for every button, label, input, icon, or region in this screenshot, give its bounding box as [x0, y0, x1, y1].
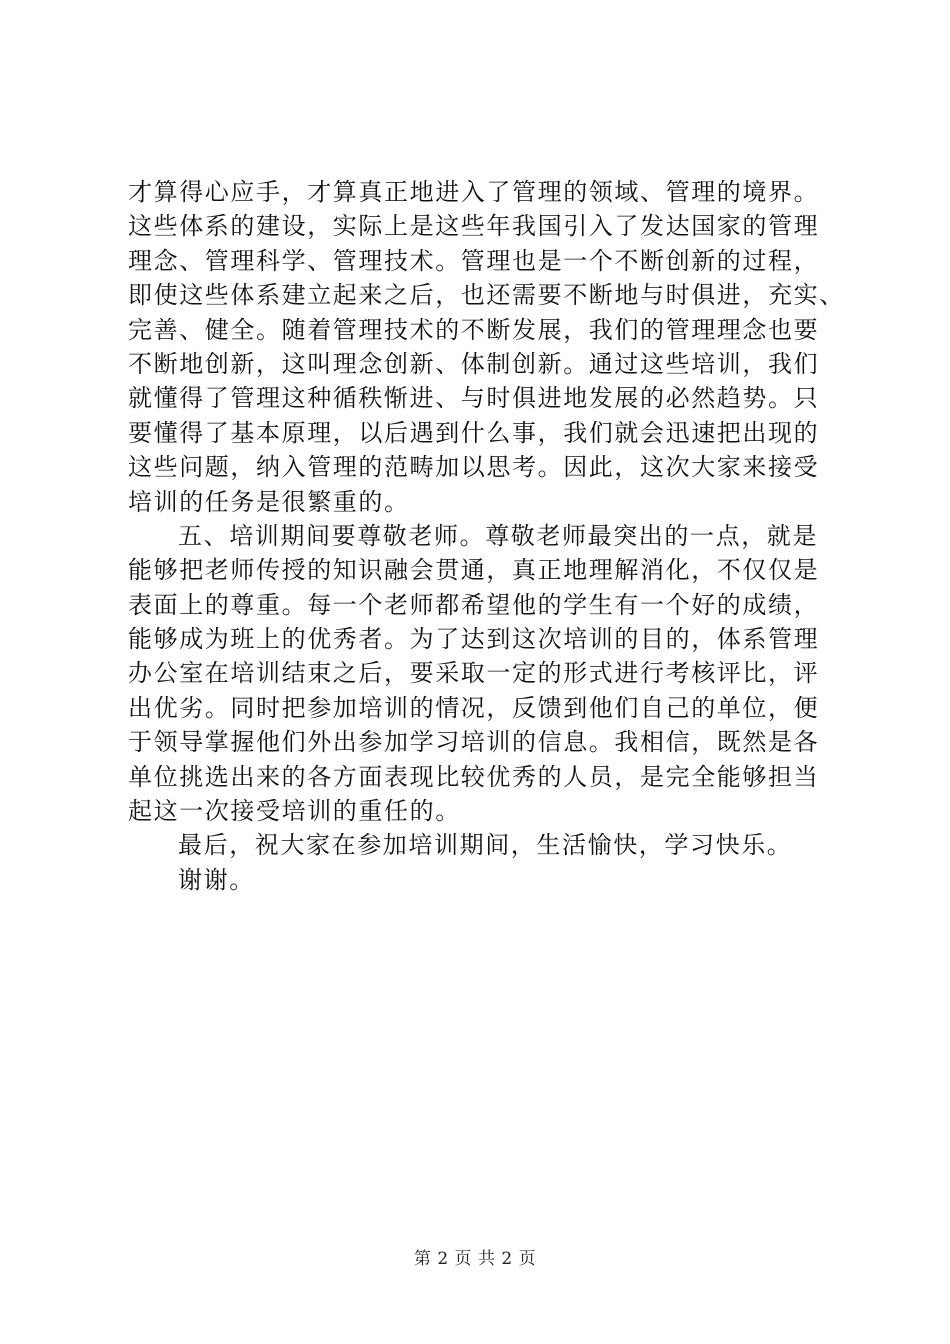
paragraph-start-line: 谢谢。: [178, 865, 255, 894]
text-line: 起这一次接受培训的重任的。: [128, 797, 461, 826]
text-line: 要懂得了基本原理，以后遇到什么事，我们就会迅速把出现的: [128, 418, 820, 447]
text-line: 理念、管理科学、管理技术。管理也是一个不断创新的过程，: [128, 246, 820, 275]
text-line: 这些问题，纳入管理的范畴加以思考。因此，这次大家来接受: [128, 453, 820, 482]
page-number-footer: 第 2 页 共 2 页: [413, 1249, 537, 1269]
text-line: 表面上的尊重。每一个老师都希望他的学生有一个好的成绩，: [128, 590, 820, 619]
text-line: 培训的任务是很繁重的。: [128, 487, 410, 516]
text-line: 就懂得了管理这种循秩惭进、与时俱进地发展的必然趋势。只: [128, 384, 820, 413]
text-line: 不断地创新，这叫理念创新、体制创新。通过这些培训，我们: [128, 349, 820, 378]
paragraph-start-line: 最后，祝大家在参加培训期间，生活愉快，学习快乐。: [178, 831, 793, 860]
text-line: 单位挑选出来的各方面表现比较优秀的人员，是完全能够担当: [128, 762, 820, 791]
paragraph-start-line: 五、培训期间要尊敬老师。尊敬老师最突出的一点，就是: [178, 521, 818, 550]
text-line: 才算得心应手，才算真正地进入了管理的领域、管理的境界。: [128, 178, 820, 206]
text-line: 即使这些体系建立起来之后，也还需要不断地与时俱进，充实、: [128, 281, 845, 310]
text-line: 能够把老师传授的知识融会贯通，真正地理解消化，不仅仅是: [128, 556, 820, 585]
text-line: 这些体系的建设，实际上是这些年我国引入了发达国家的管理: [128, 212, 820, 241]
text-line: 出优劣。同时把参加培训的情况，反馈到他们自己的单位，便: [128, 693, 820, 722]
document-body: [128, 175, 845, 897]
text-line: 能够成为班上的优秀者。为了达到这次培训的目的，体系管理: [128, 625, 820, 654]
text-line: 办公室在培训结束之后，要采取一定的形式进行考核评比，评: [128, 659, 820, 688]
text-line: 于领导掌握他们外出参加学习培训的信息。我相信，既然是各: [128, 728, 820, 757]
text-line: 完善、健全。随着管理技术的不断发展，我们的管理理念也要: [128, 315, 820, 344]
